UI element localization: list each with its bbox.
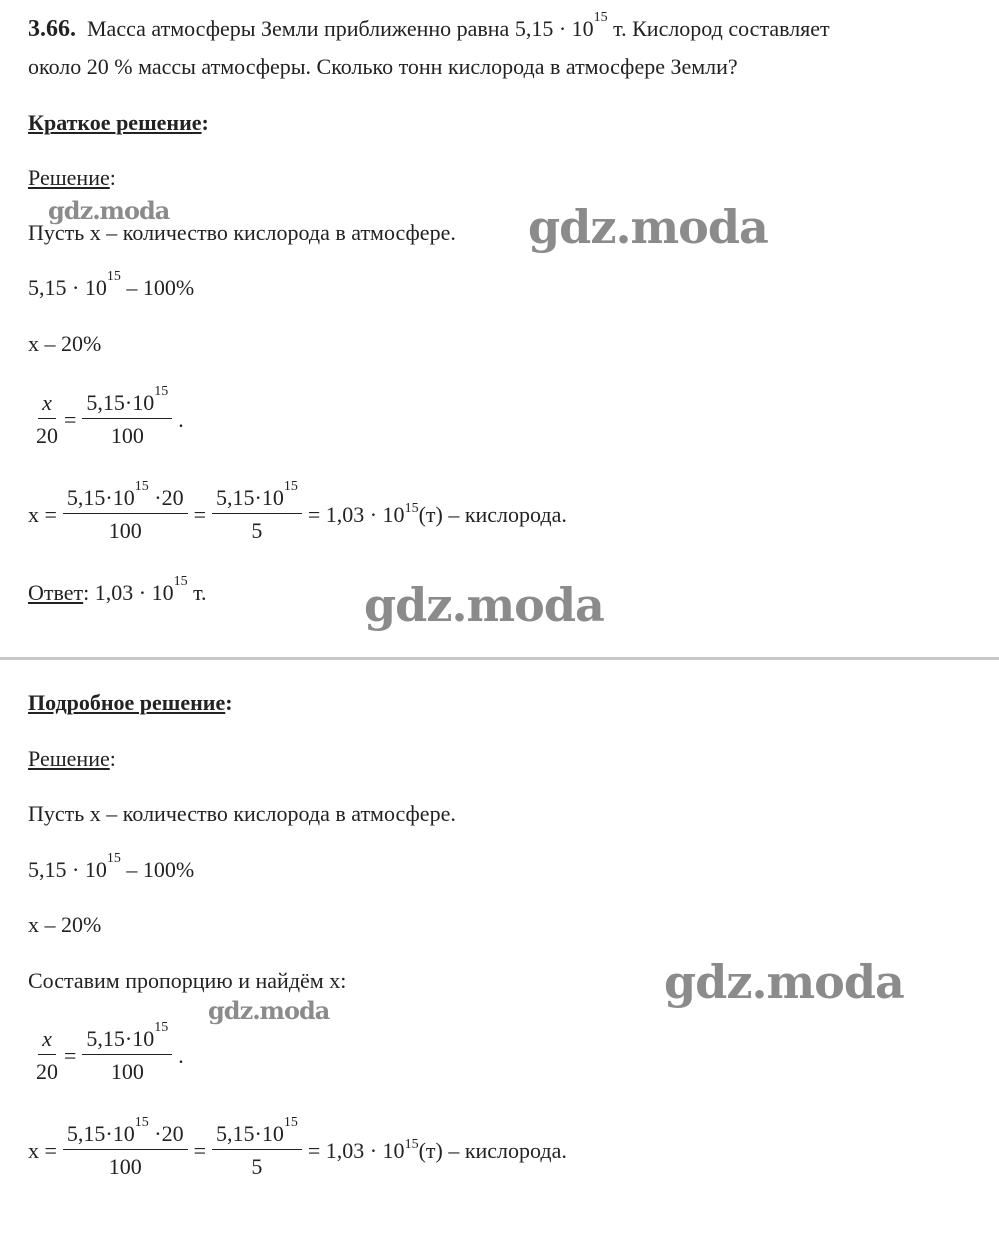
fraction (36, 1026, 58, 1085)
den: 5 (251, 518, 263, 543)
watermark: gdz.moda (48, 196, 170, 225)
num: x (42, 390, 52, 415)
detailed-heading (28, 690, 233, 716)
num: 5,15·10 (86, 1026, 155, 1051)
exp: 15 (134, 479, 149, 494)
colon: : (225, 690, 233, 715)
exp: 15 (154, 384, 169, 399)
watermark: gdz.moda (208, 996, 330, 1025)
text: т. Кислород составляет (607, 16, 830, 41)
colon: : (109, 165, 116, 190)
num: 5,15·10 (216, 1121, 284, 1146)
exp: 15 (283, 1115, 298, 1130)
detailed-row2: x – 20% (28, 912, 102, 937)
num: 5,15·10 (216, 485, 284, 510)
short-row2: x – 20% (28, 331, 102, 356)
short-proportion: $\frac{x}{20}$ = $\frac{5,15\cdot 10^{15}}{100}$ . (36, 384, 184, 448)
colon: : (109, 746, 116, 771)
detailed-let: Пусть x – количество кислорода в атмосфере. (28, 801, 456, 826)
exp: 15 (134, 1115, 149, 1130)
fraction (82, 384, 172, 449)
den: 100 (110, 423, 144, 448)
t: x = (28, 501, 57, 527)
t: (т) – кислорода. (418, 501, 567, 527)
short-let: Пусть x – количество кислорода в атмосфере. (28, 220, 456, 245)
exp: 15 (404, 500, 419, 516)
problem-line-1 (28, 10, 830, 43)
den: 20 (36, 423, 58, 448)
short-solution-label (28, 165, 116, 191)
den: 100 (110, 1059, 144, 1084)
watermark: gdz.moda (664, 955, 904, 1009)
short-heading (28, 110, 209, 136)
den: 100 (108, 518, 142, 543)
detailed-solution-label (28, 746, 116, 772)
exp: 15 (173, 574, 188, 589)
fraction (36, 390, 58, 449)
t: – 100% (120, 857, 195, 882)
num: 5,15·10 (66, 1121, 135, 1146)
num: ·20 (148, 1121, 184, 1146)
detailed-compose: Составим пропорцию и найдём x: (28, 968, 347, 993)
t: т. (187, 580, 207, 605)
detailed-proportion: $\frac{x}{20}$ = $\frac{5,15\cdot 10^{15}}{100}$ . (36, 1020, 184, 1084)
fraction (63, 1115, 188, 1180)
fraction (63, 479, 188, 544)
num: 5,15·10 (66, 485, 135, 510)
num: x (42, 1026, 52, 1051)
exp: 15 (593, 10, 608, 25)
fraction (212, 479, 302, 544)
answer-label: Ответ (28, 580, 84, 605)
heading-text: Краткое решение (28, 110, 202, 135)
t: 5,15 · 10 (28, 275, 107, 300)
label-text: Решение (28, 746, 110, 771)
short-row1 (28, 269, 195, 301)
den: 20 (36, 1059, 58, 1084)
text: Масса атмосферы Земли приближенно равна 5,15 · 10 (87, 16, 594, 41)
watermark: gdz.moda (364, 578, 604, 632)
fraction (82, 1020, 172, 1085)
t: (т) – кислорода. (418, 1137, 567, 1163)
den: 5 (251, 1154, 263, 1179)
detailed-calculation: x = $\frac{5,15\cdot 10^{15} \cdot 20}{100}$ = $\frac{5,15\cdot 10^{15}}{5}$ = 1,03 · 10 $^{15}$ (т) – кислорода. (28, 1115, 567, 1179)
label-text: Решение (28, 165, 110, 190)
t: = 1,03 · 10 (307, 501, 405, 527)
colon: : (201, 110, 209, 135)
exp: 15 (154, 1020, 169, 1035)
problem-line-2: около 20 % массы атмосферы. Сколько тонн кислорода в атмосфере Земли? (28, 54, 738, 79)
t: x = (28, 1137, 57, 1163)
short-answer (28, 574, 207, 606)
exp: 15 (106, 269, 121, 284)
watermark: gdz.moda (528, 200, 768, 254)
den: 100 (108, 1154, 142, 1179)
t: 5,15 · 10 (28, 857, 107, 882)
problem-number: 3.66. (28, 16, 76, 42)
exp: 15 (404, 1136, 419, 1152)
detailed-row1 (28, 851, 195, 883)
t: = 1,03 · 10 (307, 1137, 405, 1163)
heading-text: Подробное решение (28, 690, 226, 715)
section-divider (0, 657, 999, 660)
short-calculation: x = $\frac{5,15\cdot 10^{15} \cdot 20}{100}$ = $\frac{5,15\cdot 10^{15}}{5}$ = 1,03 · 10 $^{15}$ (т) – кислорода. (28, 479, 567, 543)
fraction (212, 1115, 302, 1180)
num: ·20 (148, 485, 184, 510)
exp: 15 (283, 479, 298, 494)
t: : 1,03 · 10 (83, 580, 174, 605)
exp: 15 (106, 851, 121, 866)
num: 5,15·10 (86, 390, 155, 415)
t: – 100% (120, 275, 195, 300)
